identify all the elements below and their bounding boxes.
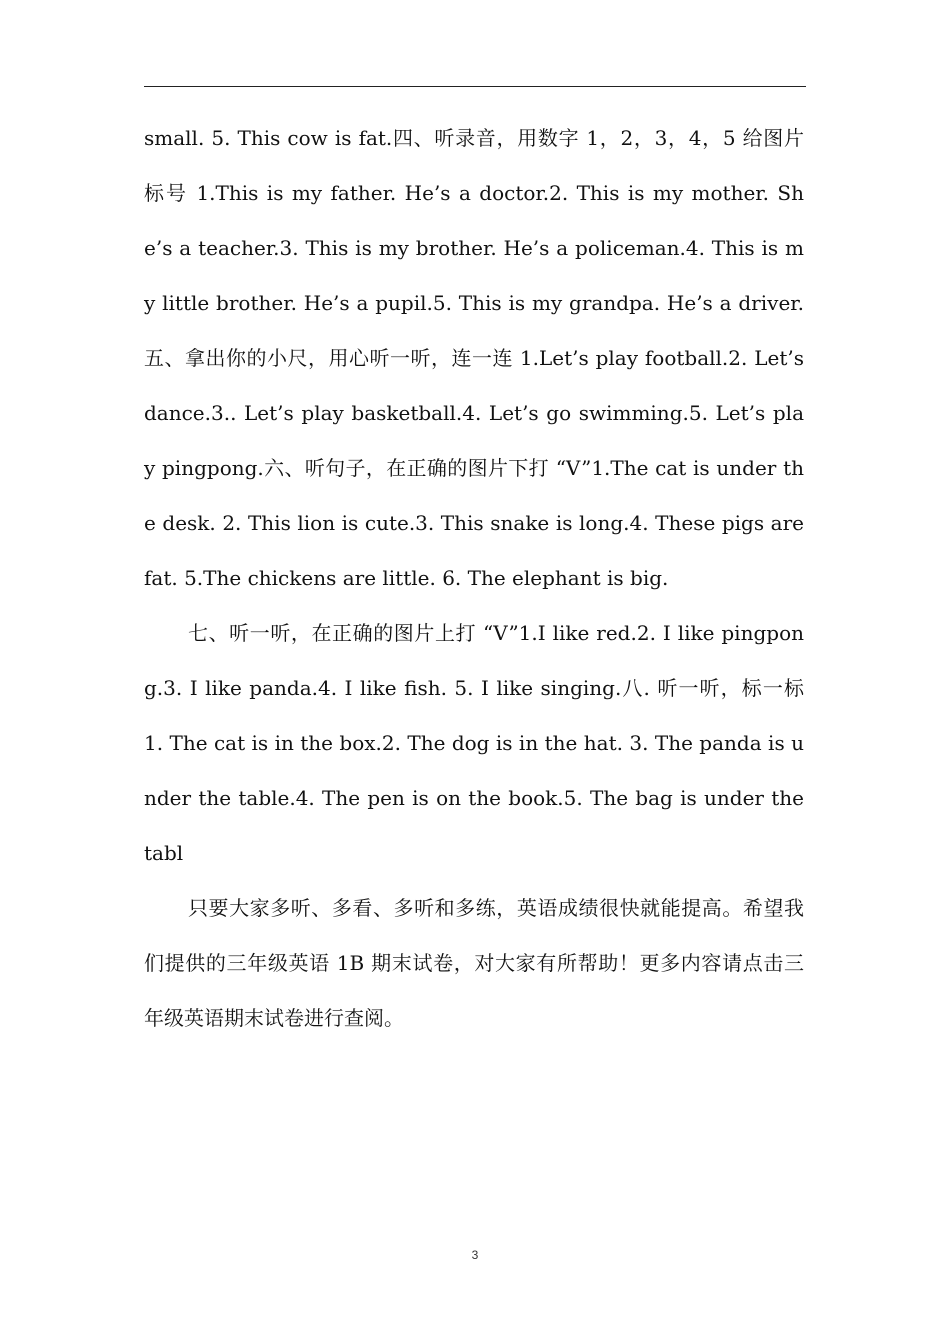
page-number: 3 bbox=[471, 1248, 479, 1262]
body-text bbox=[144, 111, 804, 1046]
paragraph-listening-sections: small. 5. This cow is fat.四、听录音，用数字 1，2，3，4，5 给图片标号 1.This is my father. He’s a doctor.2. This is my mother. She’s a teacher.3. This is my brother. He’s a policeman.4. This is my little brother. He’s a pupil.5. This is my grandpa. He’s a driver.五、拿出你的小尺，用心听一听，连一连 1.Let’s play football.2. Let’s dance.3.. Let’s play basketball.4. Let’s go swimming.5. Let’s play pingpong.六、听句子，在正确的图片下打 “V”1.The cat is under the desk. 2. This lion is cute.3. This snake is long.4. These pigs are fat. 5.The chickens are little. 6. The elephant is big. bbox=[144, 126, 804, 590]
header-rule bbox=[144, 86, 806, 87]
paragraph-closing-note: 只要大家多听、多看、多听和多练，英语成绩很快就能提高。希望我们提供的三年级英语 1B 期末试卷，对大家有所帮助！更多内容请点击三年级英语期末试卷进行查阅。 bbox=[144, 896, 804, 1030]
paragraph-section-seven-eight: 七、听一听，在正确的图片上打 “V”1.I like red.2. I like pingpong.3. I like panda.4. I like fish. 5. I like singing.八. 听一听，标一标 1. The cat is in the box.2. The dog is in the hat. 3. The panda is under the table.4. The pen is on the book.5. The bag is under the tabl bbox=[144, 621, 804, 865]
